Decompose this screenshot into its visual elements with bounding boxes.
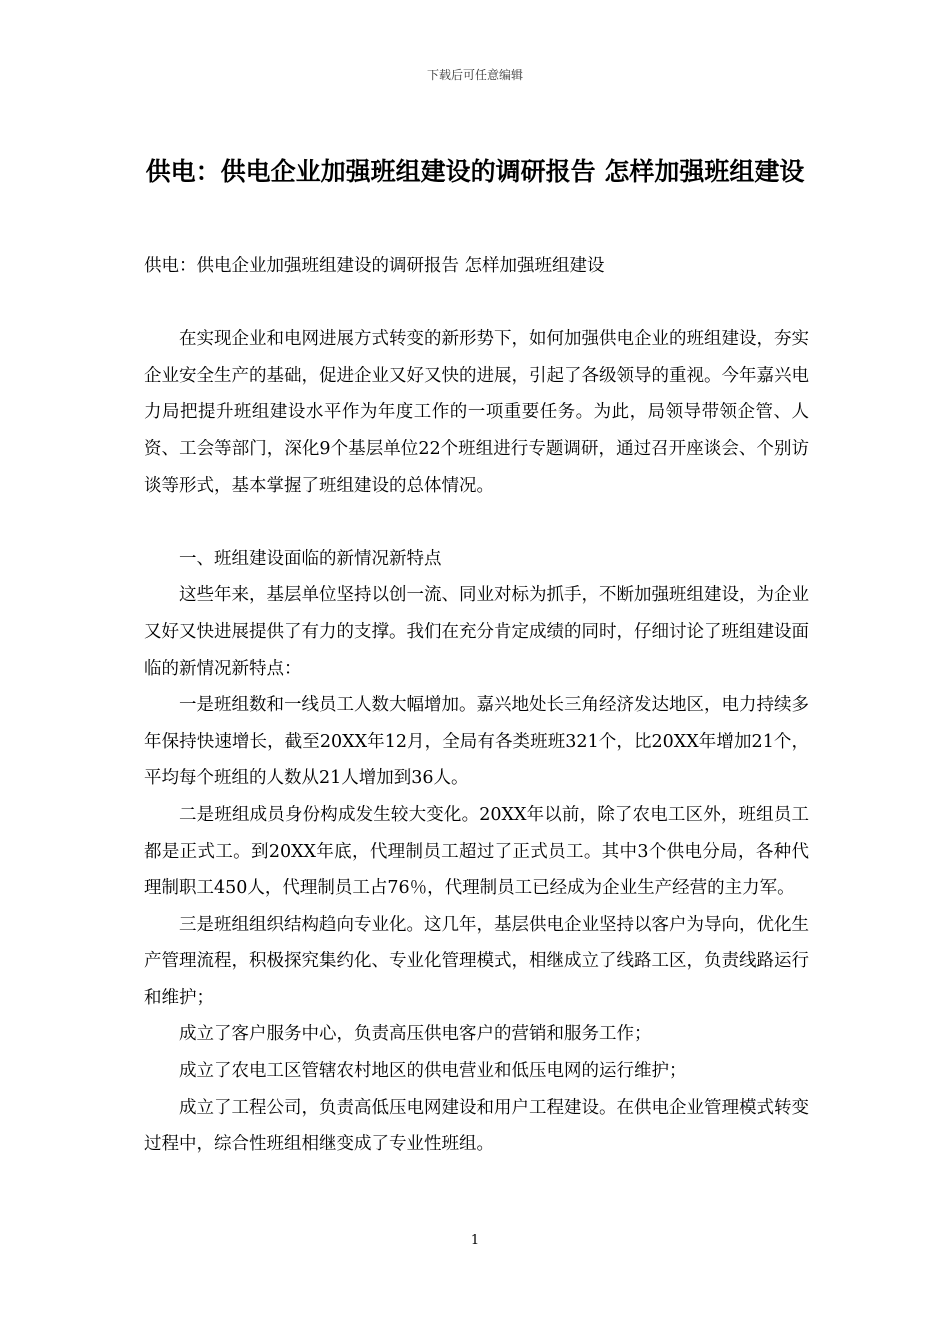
section-heading: 一、班组建设面临的新情况新特点 [179, 548, 442, 569]
body-paragraph: 成立了农电工区管辖农村地区的供电营业和低压电网的运行维护； [179, 1061, 687, 1082]
document-subtitle: 供电：供电企业加强班组建设的调研报告 怎样加强班组建设 [144, 256, 605, 276]
paragraph-spacer [144, 504, 809, 541]
body-paragraph: 成立了客户服务中心，负责高压供电客户的营销和服务工作； [179, 1024, 652, 1045]
page-number: 1 [470, 1233, 480, 1248]
body-paragraph: 这些年来，基层单位坚持以创一流、同业对标为抓手，不断加强班组建设，为企业又好又快进展提供了有力的支撑。我们在充分肯定成绩的同时，仔细讨论了班组建设面临的新情况新特点： [144, 585, 809, 679]
body-paragraph: 三是班组组织结构趋向专业化。这几年，基层供电企业坚持以客户为导向，优化生产管理流程，积极探究集约化、专业化管理模式，相继成立了线路工区，负责线路运行和维护； [144, 914, 809, 1008]
document-body [144, 248, 809, 1163]
body-paragraph: 一是班组数和一线员工人数大幅增加。嘉兴地处长三角经济发达地区，电力持续多年保持快速增长，截至20XX年12月，全局有各类班班321个，比20XX年增加21个，平均每个班组的人数从21人增加到36人。 [144, 695, 809, 789]
page-header-note: 下载后可任意编辑 [426, 68, 523, 82]
paragraph-spacer [144, 285, 809, 322]
body-paragraph: 成立了工程公司，负责高低压电网建设和用户工程建设。在供电企业管理模式转变过程中，综合性班组相继变成了专业性班组。 [144, 1097, 809, 1155]
intro-paragraph: 在实现企业和电网进展方式转变的新形势下，如何加强供电企业的班组建设，夯实企业安全生产的基础，促进企业又好又快的进展，引起了各级领导的重视。今年嘉兴电力局把提升班组建设水平作为年度工作的一项重要任务。为此，局领导带领企管、人资、工会等部门，深化9个基层单位22个班组进行专题调研，通过召开座谈会、个别访谈等形式，基本掌握了班组建设的总体情况。 [144, 329, 809, 496]
document-title: 供电：供电企业加强班组建设的调研报告 怎样加强班组建设 [145, 157, 805, 186]
body-paragraph: 二是班组成员身份构成发生较大变化。20XX年以前，除了农电工区外，班组员工都是正式工。到20XX年底，代理制员工超过了正式员工。其中3个供电分局，各种代理制职工450人，代理制员工占76％，代理制员工已经成为企业生产经营的主力军。 [144, 804, 809, 899]
